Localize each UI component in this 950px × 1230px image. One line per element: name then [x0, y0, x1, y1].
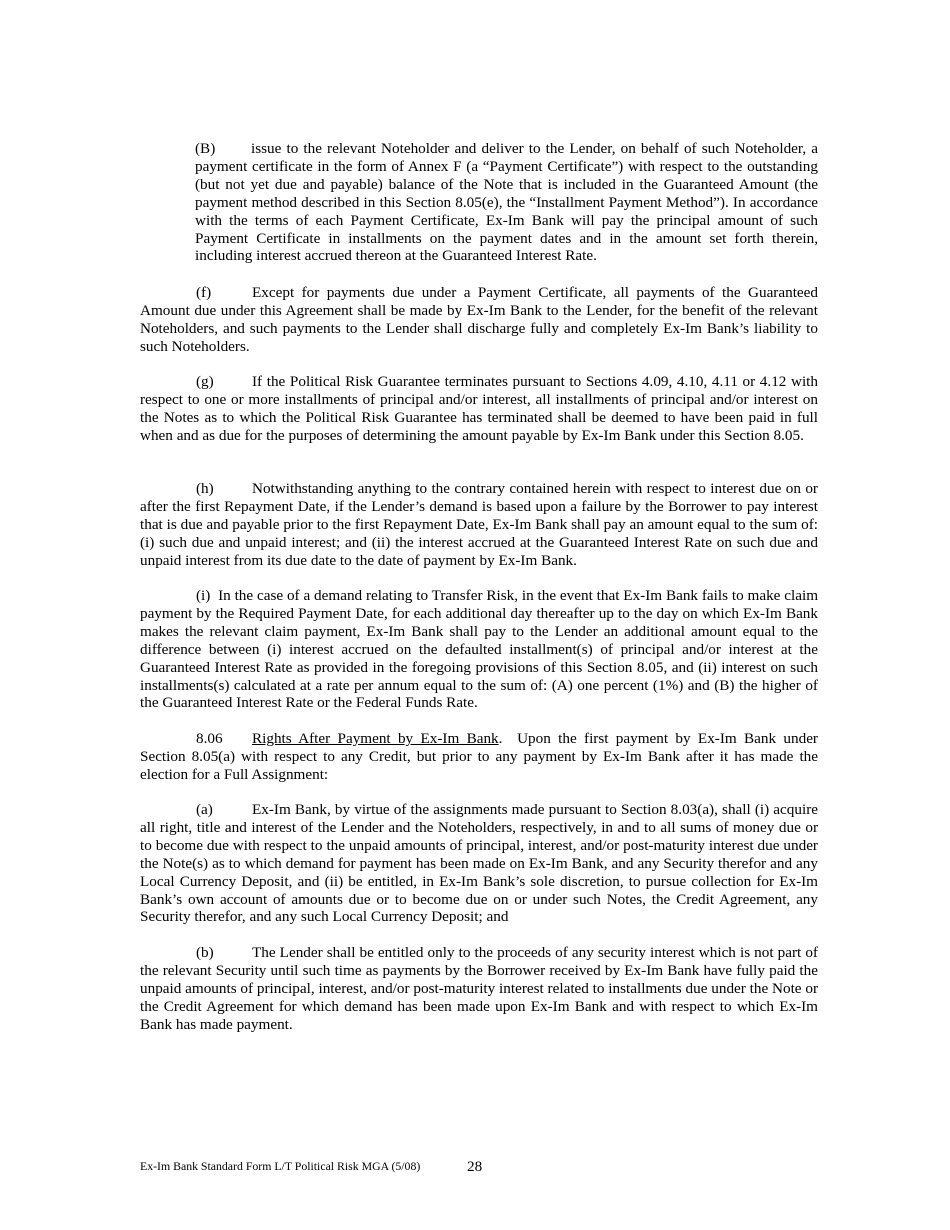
paragraph-text: In the case of a demand relating to Transfer Risk, in the event that Ex-Im Bank fails to make claim payment by the Required Payment Date, for each additional day thereafter up to the day on which Ex-Im Bank makes the relevant claim payment, Ex-Im Bank shall pay to the Lender an additional amount equal to the difference between (i) interest accrued on the defaulted installment(s) of principal and/or interest at the Guaranteed Interest Rate as provided in the foregoing provisions of this Section 8.05, and (ii) interest on such installments(s) calculated at a rate per annum equal to the sum of: (A) one percent (1%) and (B) the higher of the Guaranteed Interest Rate or the Federal Funds Rate. [140, 587, 819, 712]
paragraph-text: If the Political Risk Guarantee terminates pursuant to Sections 4.09, 4.10, 4.11 or 4.12 with respect to one or more installments of principal and/or interest, all installments of principal and/or interest on the Notes as to which the Political Risk Guarantee has terminated shall be deemed to have been paid in full when and as due for the purposes of determining the amount payable by Ex-Im Bank under this Section 8.05. [140, 373, 818, 444]
section-number: 8.06 [196, 730, 223, 747]
paragraph-text: Ex-Im Bank, by virtue of the assignments made pursuant to Section 8.03(a), shall (i) acquire all right, title and interest of the Lender and the Noteholders, respectively, in and to all sums of money due or to become due with respect to the unpaid amounts of principal, interest, and/or post-maturity interest due under the Note(s) as to which demand for payment has been made on Ex-Im Bank, and any Security therefor and any Local Currency Deposit, and (ii) be entitled, in Ex-Im Bank’s sole discretion, to pursue collection for Ex-Im Bank’s own account of amounts due or to become due on or under such Notes, the Credit Agreement, any Security therefor, and any such Local Currency Deposit; and [140, 801, 818, 926]
paragraph-text: issue to the relevant Noteholder and deliver to the Lender, on behalf of such Noteholder, a payment certificate in the form of Annex F (a “Payment Certificate”) with respect to the outstanding (but not yet due and payable) balance of the Note that is included in the Guaranteed Amount (the payment method described in this Section 8.05(e), the “Installment Payment Method”). In accordance with the terms of each Payment Certificate, Ex-Im Bank will pay the principal amount of such Payment Certificate in installments on the payment dates and in the amount set forth therein, including interest accrued thereon at the Guaranteed Interest Rate. [195, 140, 818, 265]
paragraph-a [140, 801, 818, 926]
paragraph-h [140, 480, 818, 570]
paragraph-label: (i) [196, 587, 211, 604]
paragraph-label: (B) [195, 140, 216, 157]
paragraph-label: (g) [196, 373, 214, 390]
paragraph-text: Upon the first payment by Ex-Im Bank under Section 8.05(a) with respect to any Credit, but prior to any payment by Ex-Im Bank after it has made the election for a Full Assignment: [140, 730, 818, 783]
paragraph-f [140, 284, 818, 356]
footer-form-name: Ex-Im Bank Standard Form L/T Political Risk MGA (5/08) [140, 1159, 421, 1173]
paragraph-label: (h) [196, 480, 214, 497]
paragraph-label: (a) [196, 801, 213, 818]
paragraph-label: (b) [196, 944, 214, 961]
paragraph-b-issue-certificate [195, 140, 818, 265]
paragraph-text: Notwithstanding anything to the contrary contained herein with respect to interest due on or after the first Repayment Date, if the Lender’s demand is based upon a failure by the Borrower to pay interest that is due and payable prior to the first Repayment Date, Ex-Im Bank shall pay an amount equal to the sum of: (i) such due and unpaid interest; and (ii) the interest accrued at the Guaranteed Interest Rate on such due and unpaid interest from its due date to the date of payment by Ex-Im Bank. [140, 480, 818, 569]
page-number: 28 [467, 1158, 483, 1175]
section-8-06: 8.06 Rights After Payment by Ex-Im Bank. Upon the first payment by Ex-Im Bank under Section 8.05(a) with respect to any Credit, but prior to any payment by Ex-Im Bank after it has made the election for a Full Assignment: [140, 730, 818, 783]
paragraph-text: The Lender shall be entitled only to the proceeds of any security interest which is not part of the relevant Security until such time as payments by the Borrower received by Ex-Im Bank have fully paid the unpaid amounts of principal, interest, and/or post-maturity interest related to installments due under the Note or the Credit Agreement for which demand has been made upon Ex-Im Bank and with respect to which Ex-Im Bank has made payment. [140, 944, 818, 1033]
paragraph-b-lender-entitled [140, 944, 818, 1034]
paragraph-g [140, 373, 818, 445]
paragraph-label: (f) [196, 284, 212, 301]
section-heading: Rights After Payment by Ex-Im Bank [252, 730, 499, 747]
paragraph-i [140, 587, 818, 712]
paragraph-text: Except for payments due under a Payment Certificate, all payments of the Guaranteed Amount due under this Agreement shall be made by Ex-Im Bank to the Lender, for the benefit of the relevant Noteholders, and such payments to the Lender shall discharge fully and completely Ex-Im Bank’s liability to such Noteholders. [140, 284, 818, 355]
